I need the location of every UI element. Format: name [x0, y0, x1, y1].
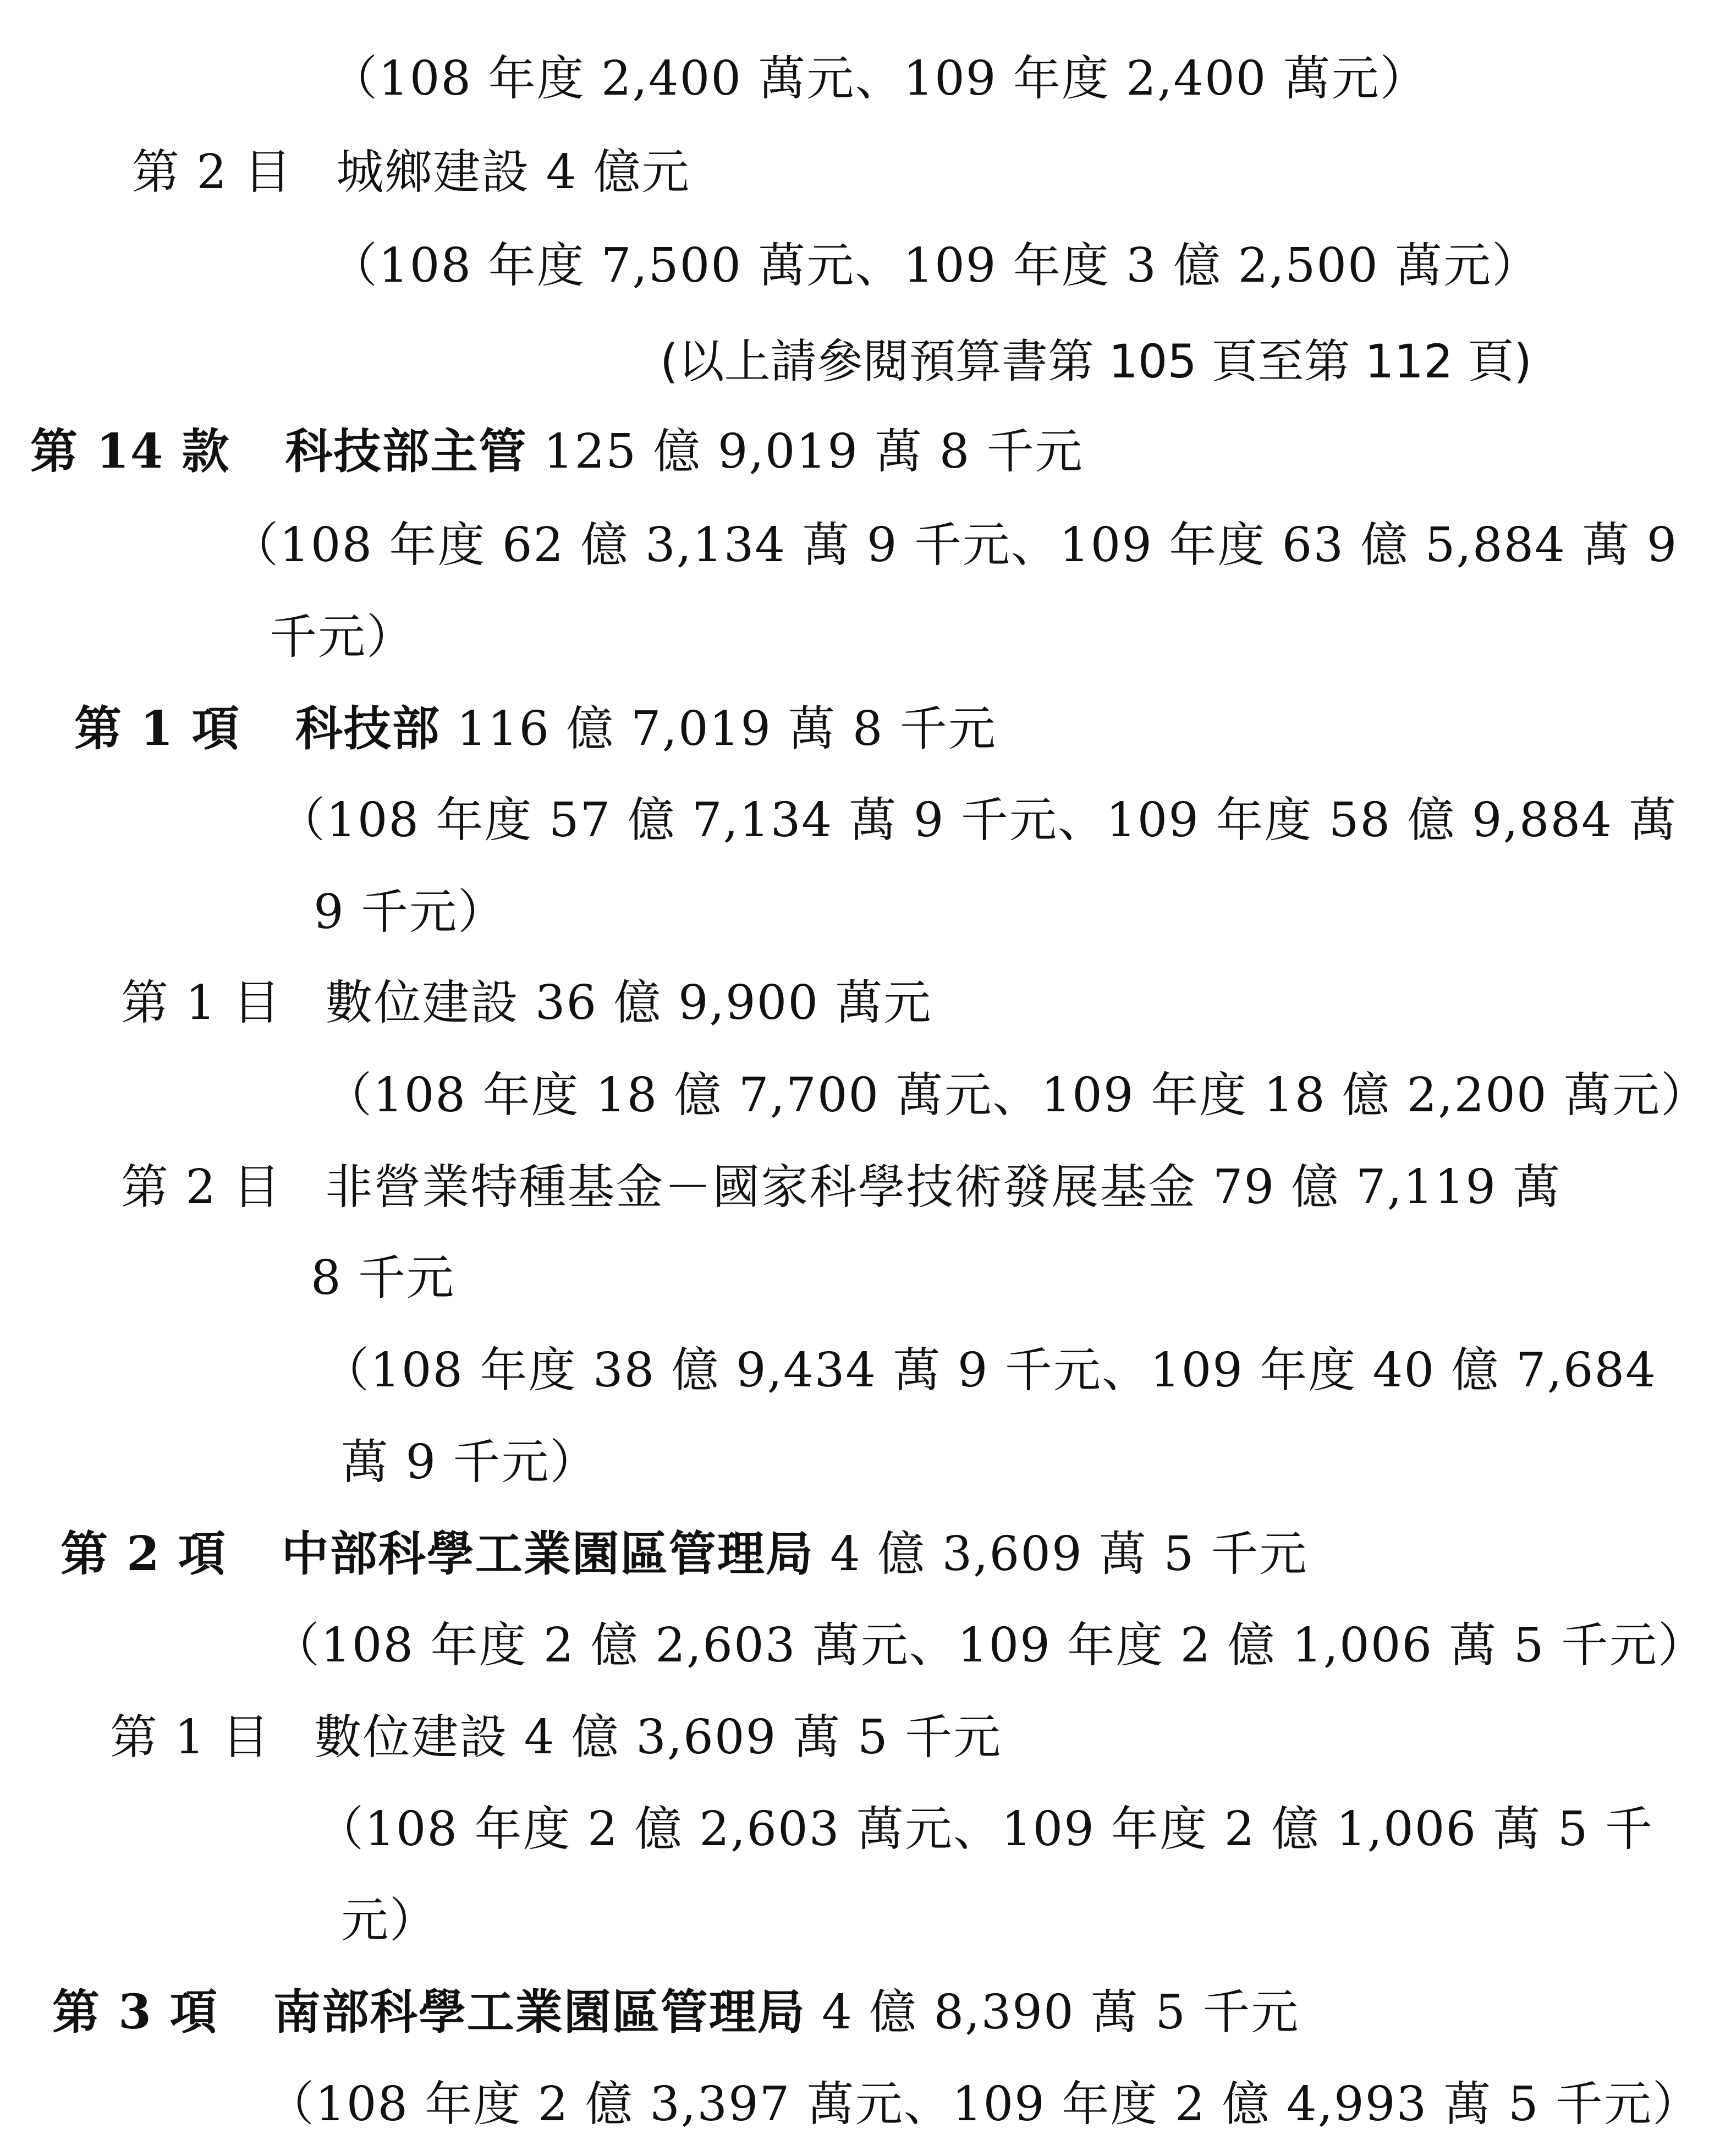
budget-detail-line: [231, 518, 1678, 573]
budget-detail-line: [278, 793, 1678, 848]
line-text: 元）: [341, 1893, 438, 1948]
budget-detail-line: [316, 1802, 1653, 1857]
subsection-amount: 116 億 7,019 萬 8 千元: [440, 701, 997, 756]
subsection-label: 第 1 項: [74, 701, 240, 756]
subsection-title: 科技部: [295, 701, 441, 756]
line-text: （108 年度 2 億 3,397 萬元、109 年度 2 億 4,993 萬 5 千元）: [267, 2077, 1701, 2132]
line-text: 萬 9 千元）: [341, 1435, 598, 1490]
line-text: 千元）: [270, 610, 415, 665]
line-text: 8 千元: [311, 1250, 455, 1305]
line-text: (以上請參閱預算書第 105 頁至第 112 頁): [660, 334, 1532, 388]
subsection-heading: [61, 1526, 1308, 1582]
budget-detail-line: [330, 238, 1541, 293]
section-heading: [30, 424, 1084, 479]
item-label: 第 2 目: [132, 145, 293, 200]
line-text: （108 年度 2,400 萬元、109 年度 2,400 萬元）: [330, 51, 1428, 106]
budget-detail-line: [270, 610, 415, 665]
section-amount: 125 億 9,019 萬 8 千元: [527, 424, 1084, 479]
subsection-heading: [74, 701, 997, 756]
line-text: （108 年度 38 億 9,434 萬 9 千元、109 年度 40 億 7,684: [322, 1343, 1657, 1398]
budget-detail-line: [311, 1250, 455, 1305]
subsection-label: 第 2 項: [61, 1526, 227, 1582]
subsection-title: 南部科學工業園區管理局: [273, 1984, 806, 2040]
item-heading: [132, 145, 690, 200]
subsection-amount: 4 億 3,609 萬 5 千元: [814, 1527, 1308, 1582]
item-text: 非營業特種基金－國家科學技術發展基金 79 億 7,119 萬: [325, 1160, 1562, 1215]
item-heading: [110, 1710, 1002, 1765]
item-text: 數位建設 36 億 9,900 萬元: [325, 975, 932, 1030]
item-heading: [121, 975, 932, 1030]
subsection-label: 第 3 項: [52, 1984, 218, 2040]
line-text: （108 年度 62 億 3,134 萬 9 千元、109 年度 63 億 5,884 萬 9: [231, 518, 1678, 573]
budget-detail-line: [341, 1893, 438, 1948]
item-label: 第 1 目: [121, 975, 282, 1030]
budget-detail-line: [267, 2077, 1701, 2132]
item-label: 第 1 目: [110, 1710, 271, 1765]
item-text: 城鄉建設 4 億元: [336, 145, 690, 200]
line-text: （108 年度 57 億 7,134 萬 9 千元、109 年度 58 億 9,884 萬: [278, 793, 1678, 848]
subsection-title: 中部科學工業園區管理局: [281, 1526, 814, 1582]
reference-note: [660, 334, 1532, 388]
subsection-heading: [52, 1984, 1300, 2040]
line-text: 9 千元）: [314, 885, 507, 940]
item-text: 數位建設 4 億 3,609 萬 5 千元: [314, 1710, 1002, 1765]
item-heading: [121, 1160, 1562, 1215]
item-label: 第 2 目: [121, 1160, 282, 1215]
budget-detail-line: [322, 1343, 1657, 1398]
budget-detail-line: [325, 1068, 1709, 1123]
subsection-amount: 4 億 8,390 萬 5 千元: [805, 1985, 1300, 2040]
line-text: （108 年度 18 億 7,700 萬元、109 年度 18 億 2,200 萬元）: [325, 1068, 1709, 1123]
line-text: （108 年度 7,500 萬元、109 年度 3 億 2,500 萬元）: [330, 238, 1541, 293]
budget-detail-line: [314, 885, 507, 940]
budget-detail-line: [341, 1435, 598, 1490]
section-title: 科技部主管: [285, 424, 527, 479]
section-label: 第 14 款: [30, 424, 230, 479]
line-text: （108 年度 2 億 2,603 萬元、109 年度 2 億 1,006 萬 5 千: [316, 1802, 1653, 1857]
budget-detail-line: [330, 51, 1428, 106]
budget-detail-line: [272, 1618, 1706, 1673]
line-text: （108 年度 2 億 2,603 萬元、109 年度 2 億 1,006 萬 5 千元）: [272, 1618, 1706, 1673]
